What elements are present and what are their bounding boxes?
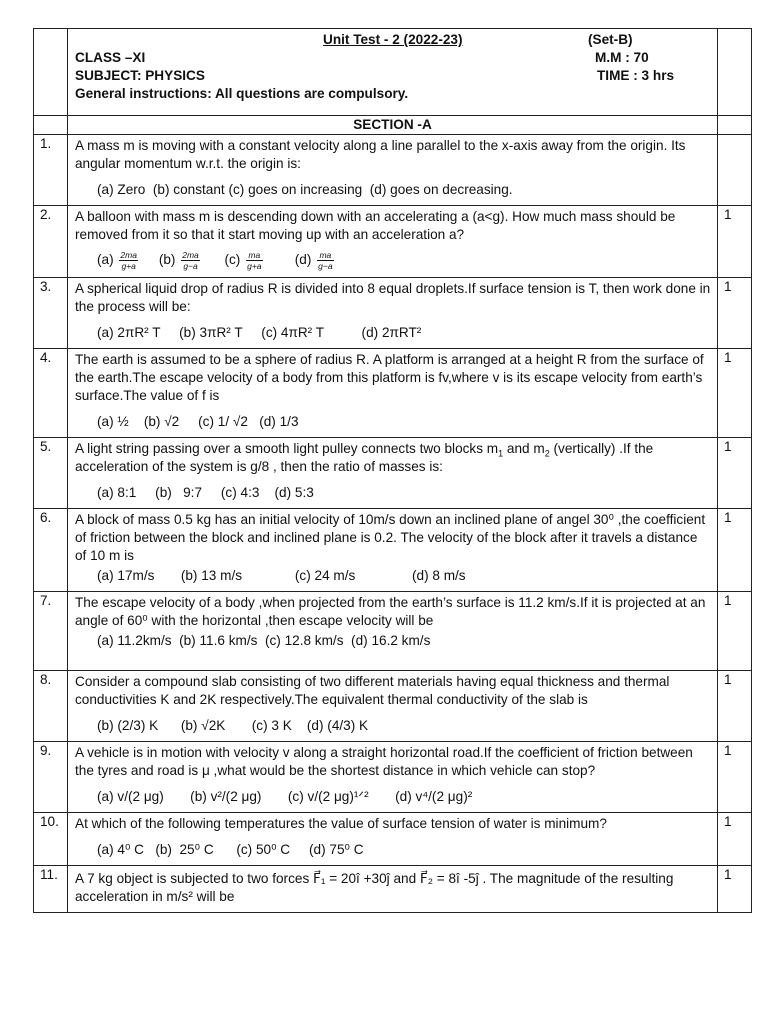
question-options: (a) v/(2 μg) (b) v²/(2 μg) (c) v/(2 μg)¹ᐟ² (d) v⁴/(2 μg)² <box>97 789 473 804</box>
question-row <box>34 509 752 592</box>
test-title: Unit Test - 2 (2022-23) <box>323 32 463 47</box>
question-text: The earth is assumed to be a sphere of radius R. A platform is arranged at a height R from the surface of the earth.The escape velocity of a body from this platform is fv,where v is its escape velocity from earth’s surface.The value of f is <box>75 352 704 403</box>
question-text: A block of mass 0.5 kg has an initial velocity of 10m/s down an inclined plane of angel 30⁰ ,the coefficient of friction between the block and inclined plane is 0.2. The velocity of the block after it travels a distance of 10 m is <box>75 512 706 563</box>
question-body <box>68 671 718 742</box>
question-text: A light string passing over a smooth light pulley connects two blocks $m_1$ and $m_2$ (vertically) .If the acceleration of the system is g/8 , then the ratio of masses is: <box>75 441 654 474</box>
question-body <box>68 509 718 592</box>
question-row <box>34 438 752 509</box>
question-options: (a) 11.2km/s (b) 11.6 km/s (c) 12.8 km/s (d) 16.2 km/s <box>97 633 431 648</box>
question-row <box>34 349 752 438</box>
question-options: (a) $\frac{2ma}{g+a}$ (b) $\frac{2ma}{g-a}$ (c) $\frac{ma}{g+a}$ (d) $\frac{ma}{g-a}$ <box>97 250 333 271</box>
section-row <box>34 116 752 135</box>
question-options: (a) 2πR² T (b) 3πR² T (c) 4πR² T (d) 2πRT² <box>97 325 422 340</box>
subject-label: SUBJECT: PHYSICS <box>75 68 205 83</box>
set-label: (Set-B) <box>588 32 633 47</box>
question-marks: 1 <box>718 206 752 278</box>
question-text: At which of the following temperatures the value of surface tension of water is minimum? <box>75 816 607 831</box>
question-options: (a) 8:1 (b) 9:7 (c) 4:3 (d) 5:3 <box>97 485 314 500</box>
header-right-cell <box>718 29 752 116</box>
max-marks: M.M : 70 <box>595 50 649 65</box>
time-label: TIME : 3 hrs <box>597 68 675 83</box>
section-title: SECTION -A <box>68 116 718 135</box>
question-number: 6. <box>34 509 68 592</box>
question-options: (a) 4⁰ C (b) 25⁰ C (c) 50⁰ C (d) 75⁰ C <box>97 842 364 857</box>
question-paper-table <box>33 28 752 913</box>
question-number: 1. <box>34 135 68 206</box>
question-text: The escape velocity of a body ,when projected from the earth’s surface is 11.2 km/s.If it is projected at an angle of 60⁰ with the horizontal ,then escape velocity will be <box>75 595 706 628</box>
question-number: 4. <box>34 349 68 438</box>
question-row <box>34 592 752 671</box>
question-row <box>34 671 752 742</box>
question-number: 2. <box>34 206 68 278</box>
question-row <box>34 206 752 278</box>
question-body <box>68 438 718 509</box>
question-body <box>68 742 718 813</box>
question-number: 9. <box>34 742 68 813</box>
question-marks: 1 <box>718 813 752 866</box>
header-row <box>34 29 752 116</box>
question-options: (a) Zero (b) constant (c) goes on increasing (d) goes on decreasing. <box>97 182 513 197</box>
question-text: A vehicle is in motion with velocity v along a straight horizontal road.If the coefficient of friction between the tyres and road is μ ,what would be the shortest distance in which vehicle can stop? <box>75 745 693 778</box>
question-number: 8. <box>34 671 68 742</box>
question-marks: 1 <box>718 592 752 671</box>
question-marks: 1 <box>718 349 752 438</box>
question-marks: 1 <box>718 278 752 349</box>
header-left-cell <box>34 29 68 116</box>
question-number: 10. <box>34 813 68 866</box>
question-row <box>34 866 752 913</box>
question-text: A mass m is moving with a constant velocity along a line parallel to the x-axis away from the origin. Its angular momentum w.r.t. the origin is: <box>75 138 686 171</box>
question-marks <box>718 135 752 206</box>
question-body <box>68 135 718 206</box>
question-text: A 7 kg object is subjected to two forces F⃗₁ = 20î +30ĵ and F⃗₂ = 8î -5ĵ . The magnitude of the resulting acceleration in m/s² will be <box>75 871 674 904</box>
question-marks: 1 <box>718 509 752 592</box>
question-body <box>68 206 718 278</box>
question-body <box>68 866 718 913</box>
question-text: A balloon with mass m is descending down with an accelerating a (a<g). How much mass should be removed from it so that it start moving up with an acceleration a? <box>75 209 676 242</box>
question-options: (a) ½ (b) √2 (c) 1/ √2 (d) 1/3 <box>97 414 299 429</box>
question-number: 7. <box>34 592 68 671</box>
question-row <box>34 278 752 349</box>
question-row <box>34 135 752 206</box>
question-row <box>34 813 752 866</box>
question-marks: 1 <box>718 742 752 813</box>
question-number: 3. <box>34 278 68 349</box>
class-label: CLASS –XI <box>75 50 146 65</box>
question-text: A spherical liquid drop of radius R is divided into 8 equal droplets.If surface tension is T, then work done in the process will be: <box>75 281 711 314</box>
question-number: 11. <box>34 866 68 913</box>
question-marks: 1 <box>718 866 752 913</box>
question-options: (a) 17m/s (b) 13 m/s (c) 24 m/s (d) 8 m/s <box>97 568 466 583</box>
question-options: (b) (2/3) K (b) √2K (c) 3 K (d) (4/3) K <box>97 718 369 733</box>
question-marks: 1 <box>718 671 752 742</box>
question-body <box>68 278 718 349</box>
header-cell <box>68 29 718 116</box>
question-body <box>68 349 718 438</box>
instructions: General instructions: All questions are compulsory. <box>75 86 409 101</box>
question-number: 5. <box>34 438 68 509</box>
question-marks: 1 <box>718 438 752 509</box>
question-body <box>68 592 718 671</box>
question-body <box>68 813 718 866</box>
question-text: Consider a compound slab consisting of two different materials having equal thickness and thermal conductivities K and 2K respectively.The equivalent thermal conductivity of the slab is <box>75 674 670 707</box>
question-row <box>34 742 752 813</box>
